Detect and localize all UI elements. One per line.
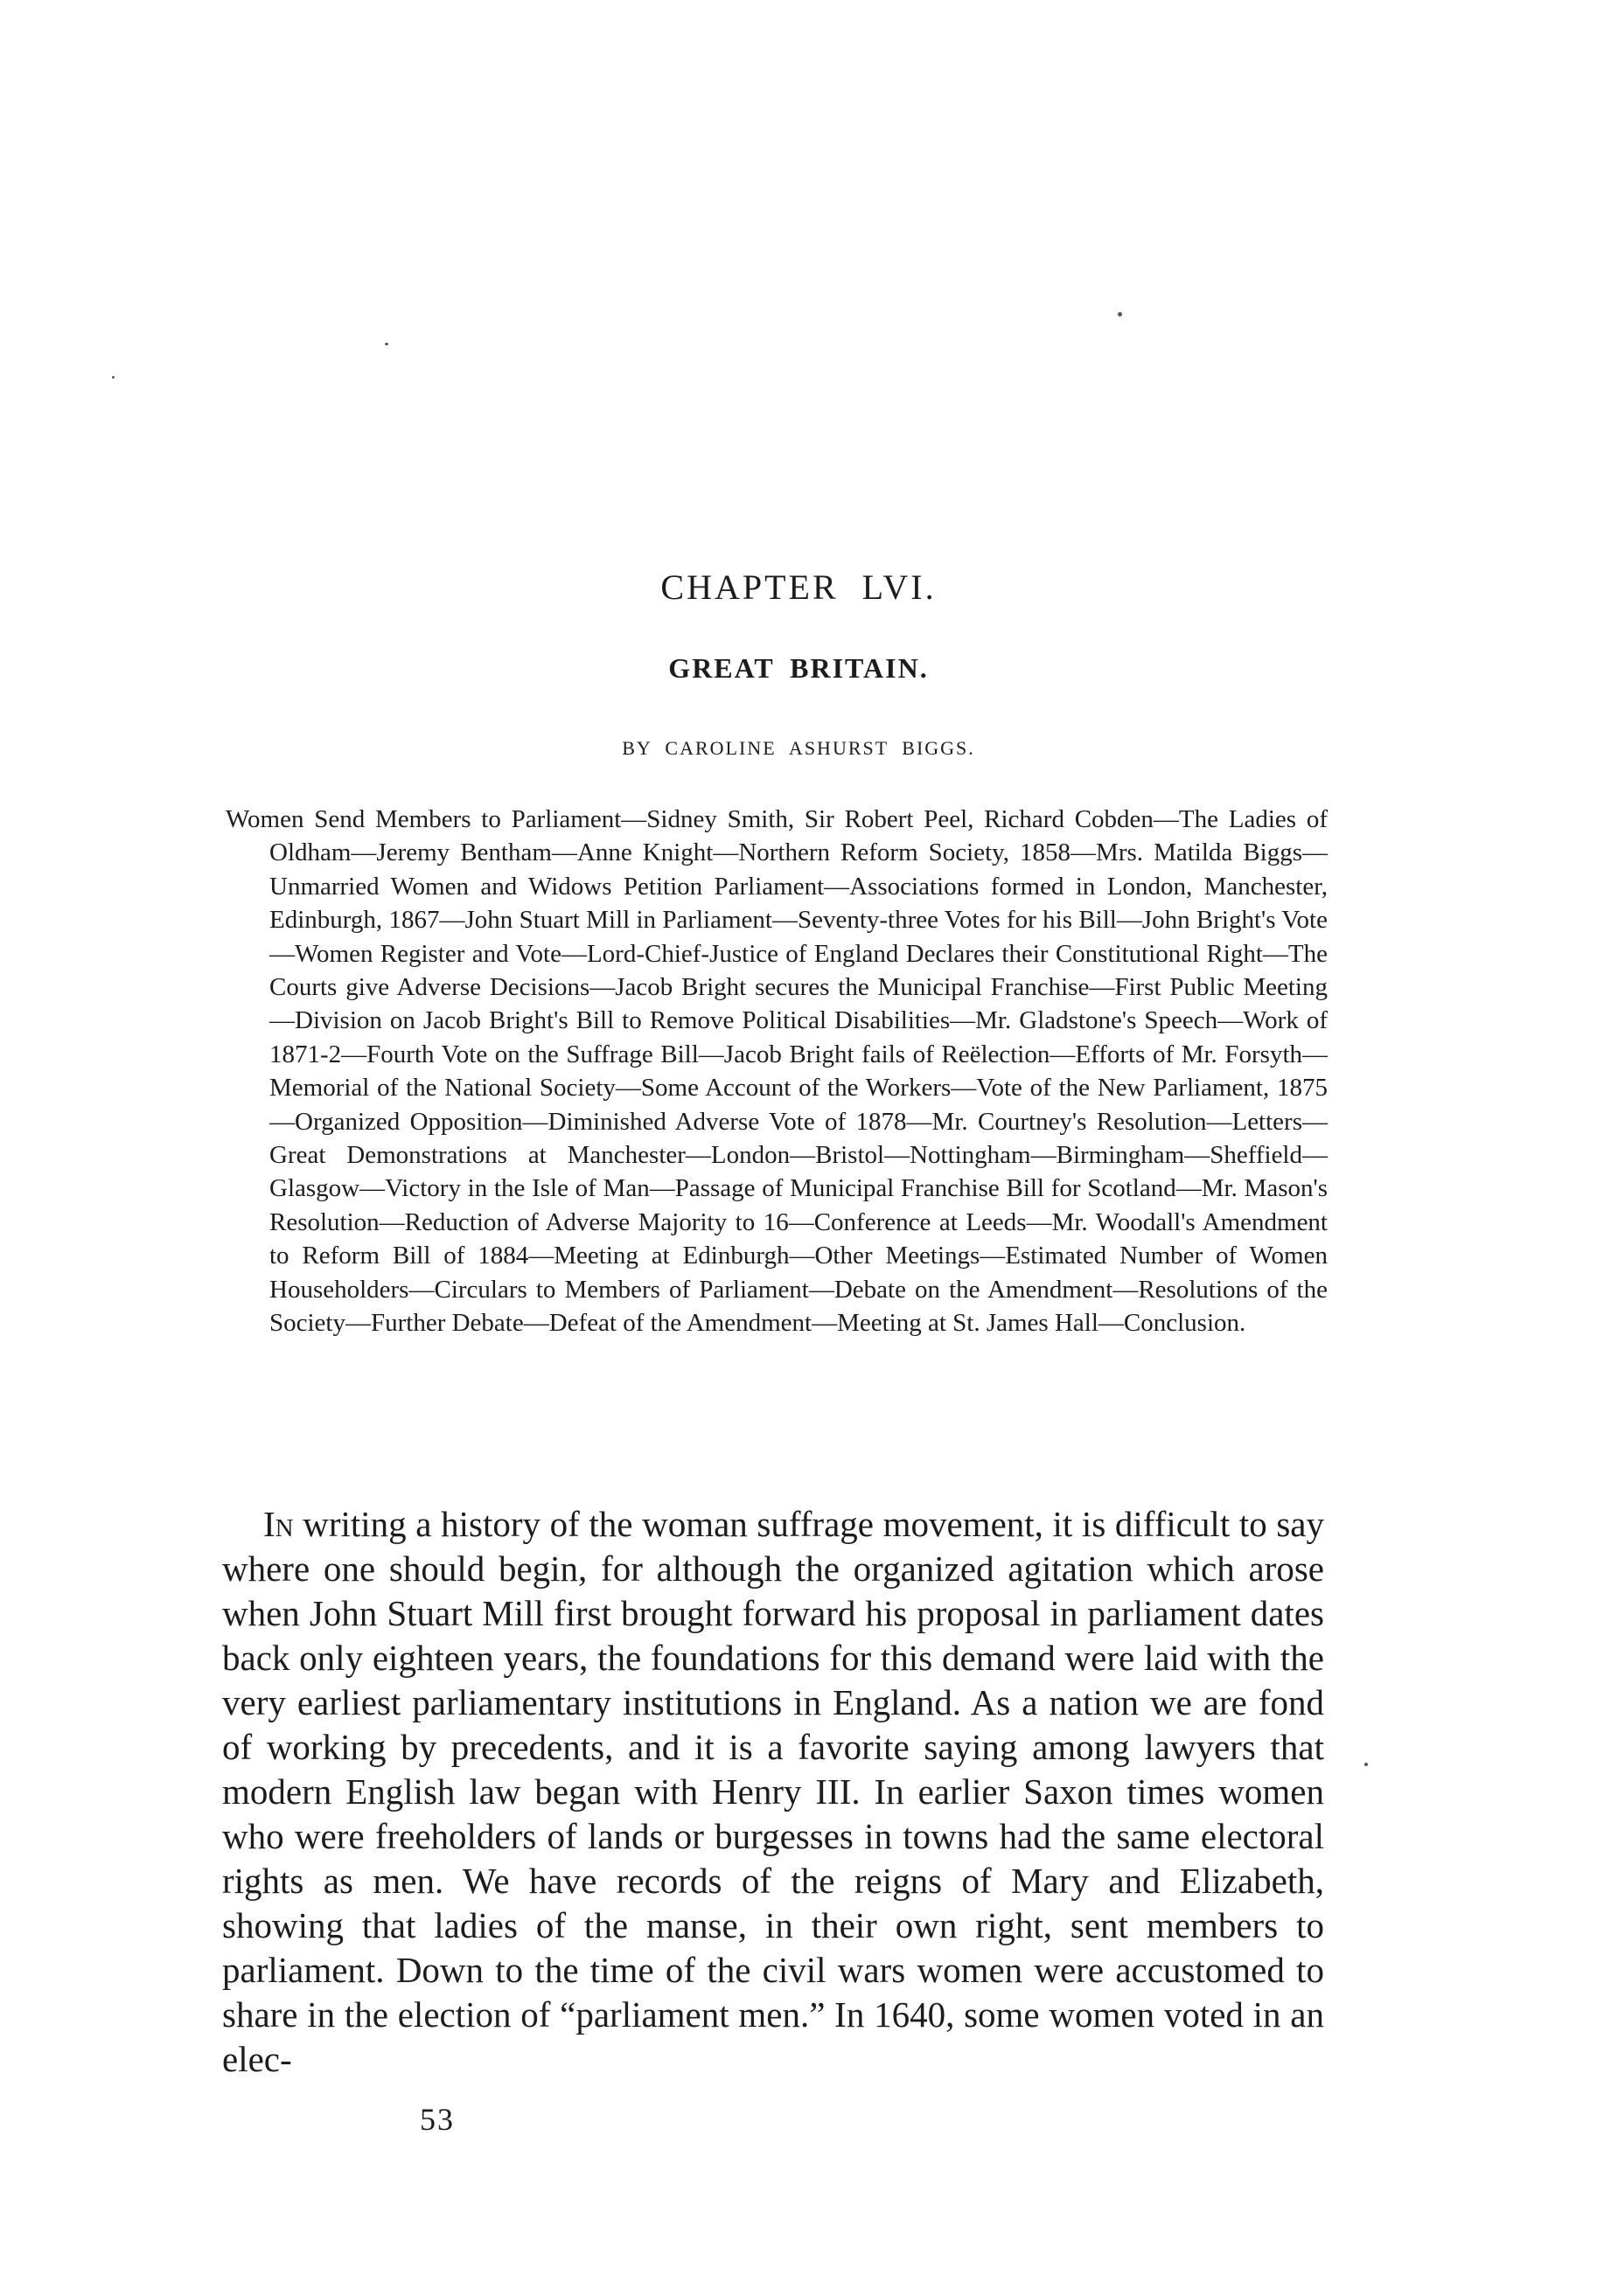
scan-speck: [1364, 1763, 1368, 1766]
scan-speck: [385, 343, 388, 345]
chapter-title: CHAPTER LVI.: [660, 567, 937, 607]
page-number: 53: [420, 2102, 455, 2137]
scan-speck: [1118, 312, 1122, 317]
author-byline: BY CAROLINE ASHURST BIGGS.: [622, 737, 975, 759]
chapter-synopsis: [226, 803, 1328, 1340]
synopsis-text: Women Send Members to Parliament—Sidney Smith, Sir Robert Peel, Richard Cobden—The Ladies of Oldham—Jeremy Bentham—Anne Knight—Northern Reform Society, 1858—Mrs. Matilda Biggs—Unmarried Women and Widows Petition Parliament—Associations formed in London, Manchester, Edinburgh, 1867—John Stuart Mill in Parliament—Seventy-three Votes for his Bill—John Bright's Vote—Women Register and Vote—Lord-Chief-Justice of England Declares their Constitutional Right—The Courts give Adverse Decisions—Jacob Bright secures the Municipal Franchise—First Public Meeting—Division on Jacob Bright's Bill to Remove Political Disabilities—Mr. Gladstone's Speech—Work of 1871-2—Fourth Vote on the Suffrage Bill—Jacob Bright fails of Reëlection—Efforts of Mr. Forsyth—Memorial of the National Society—Some Account of the Workers—Vote of the New Parliament, 1875—Organized Opposition—Diminished Adverse Vote of 1878—Mr. Courtney's Resolution—Letters—Great Demonstrations at Manchester—London—Bristol—Nottingham—Birmingham—Sheffield—Glasgow—Victory in the Isle of Man—Passage of Municipal Franchise Bill for Scotland—Mr. Mason's Resolution—Reduction of Adverse Majority to 16—Conference at Leeds—Mr. Woodall's Amendment to Reform Bill of 1884—Meeting at Edinburgh—Other Meetings—Estimated Number of Women Householders—Circulars to Members of Parliament—Debate on the Amendment—Resolutions of the Society—Further Debate—Defeat of the Amendment—Meeting at St. James Hall—Conclusion.: [226, 805, 1328, 1338]
scan-speck: [112, 376, 115, 379]
section-title: GREAT BRITAIN.: [668, 652, 929, 684]
dropcap-word: In: [263, 1504, 294, 1544]
body-paragraph: [222, 1502, 1324, 2082]
body-paragraph-text: writing a history of the woman suffrage movement, it is difficult to say where one should begin, for although the organized agitation which arose when John Stuart Mill first brought forward his proposal in parliament dates back only eighteen years, the foundations for this demand were laid with the very earliest parliamentary institutions in England. As a nation we are fond of working by precedents, and it is a favorite saying among lawyers that modern English law began with Henry III. In earlier Saxon times women who were freeholders of lands or burgesses in towns had the same electoral rights as men. We have records of the reigns of Mary and Elizabeth, showing that ladies of the manse, in their own right, sent members to parliament. Down to the time of the civil wars women were accustomed to share in the election of “parliament men.” In 1640, some women voted in an elec-: [222, 1504, 1324, 2079]
